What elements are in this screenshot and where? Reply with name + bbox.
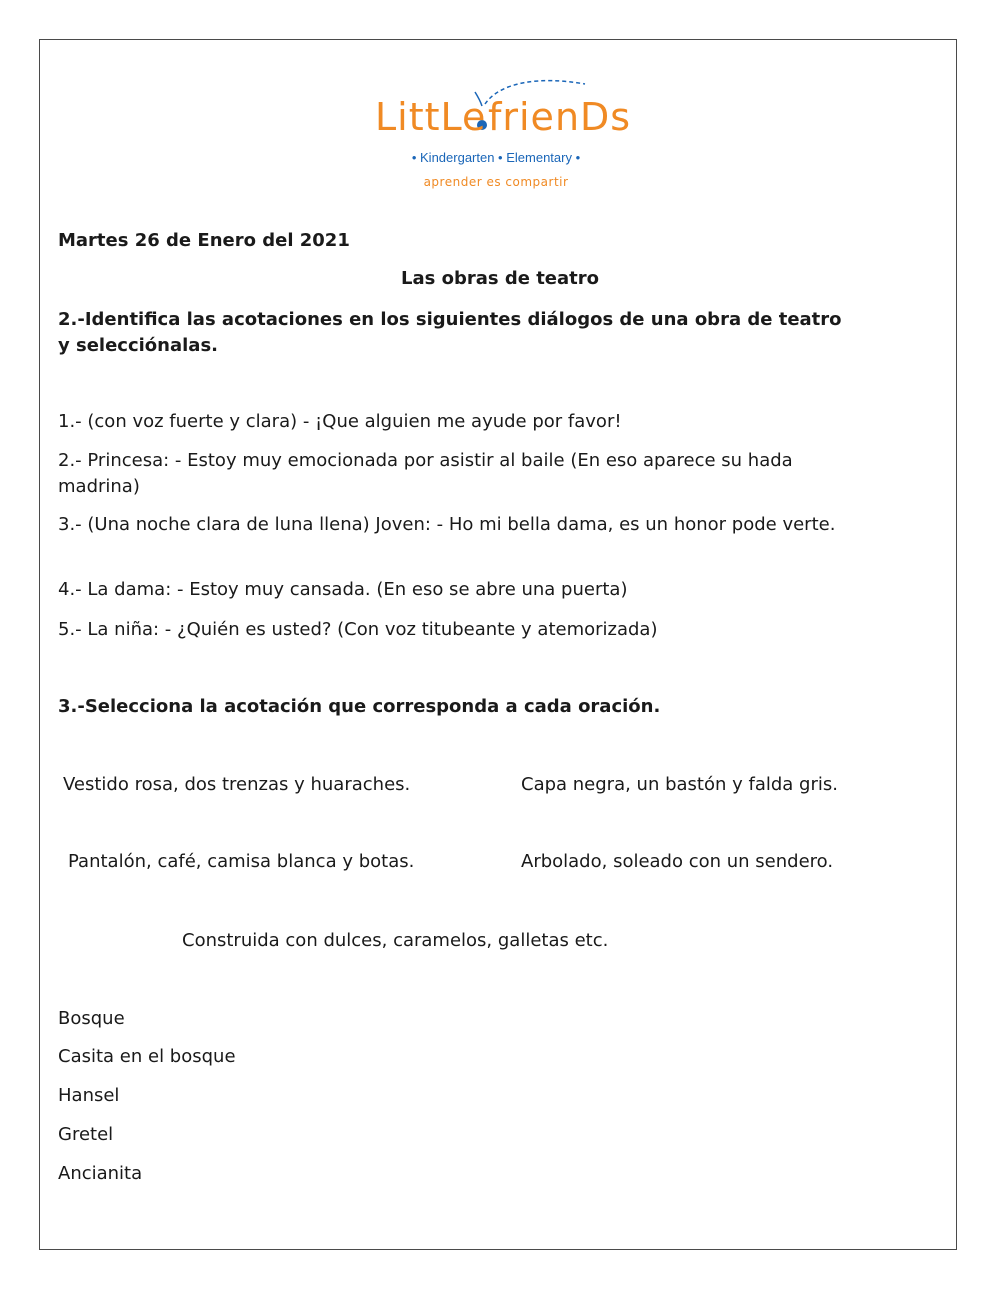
dialogue-item-5: 5.- La niña: - ¿Quién es usted? (Con voz titubeante y atemorizada) xyxy=(58,619,658,640)
logo-slogan: aprender es compartir xyxy=(423,175,569,189)
description-item-4: Arbolado, soleado con un sendero. xyxy=(521,851,834,872)
answer-option-casita[interactable]: Casita en el bosque xyxy=(58,1046,236,1067)
date-heading: Martes 26 de Enero del 2021 xyxy=(58,230,350,251)
answer-option-ancianita[interactable]: Ancianita xyxy=(58,1163,143,1184)
dialogue-item-1: 1.- (con voz fuerte y clara) - ¡Que alguien me ayude por favor! xyxy=(58,411,622,432)
logo-tagline: • Kindergarten • Elementary • xyxy=(411,150,581,165)
school-logo xyxy=(370,72,630,194)
dialogue-item-4: 4.- La dama: - Estoy muy cansada. (En eso se abre una puerta) xyxy=(58,579,628,600)
description-item-3: Pantalón, café, camisa blanca y botas. xyxy=(68,851,415,872)
section3-instruction: 3.-Selecciona la acotación que corresponda a cada oración. xyxy=(58,696,661,717)
answer-option-hansel[interactable]: Hansel xyxy=(58,1085,120,1106)
answer-option-gretel[interactable]: Gretel xyxy=(58,1124,114,1145)
answer-option-bosque[interactable]: Bosque xyxy=(58,1008,125,1029)
logo-word-little: LittLe xyxy=(375,95,487,139)
page-title: Las obras de teatro xyxy=(400,268,600,289)
dialogue-item-2: 2.- Princesa: - Estoy muy emocionada por asistir al baile (En eso aparece su hada madrina) xyxy=(58,450,793,497)
logo-word-friends: frienDs xyxy=(488,95,632,139)
dialogue-item-3: 3.- (Una noche clara de luna llena) Joven: - Ho mi bella dama, es un honor pode verte. xyxy=(58,514,836,535)
section2-instruction: 2.-Identifica las acotaciones en los siguientes diálogos de una obra de teatro y selecciónalas. xyxy=(58,309,842,356)
description-item-1: Vestido rosa, dos trenzas y huaraches. xyxy=(63,774,411,795)
description-item-2: Capa negra, un bastón y falda gris. xyxy=(521,774,838,795)
description-item-5: Construida con dulces, caramelos, galletas etc. xyxy=(182,930,609,951)
